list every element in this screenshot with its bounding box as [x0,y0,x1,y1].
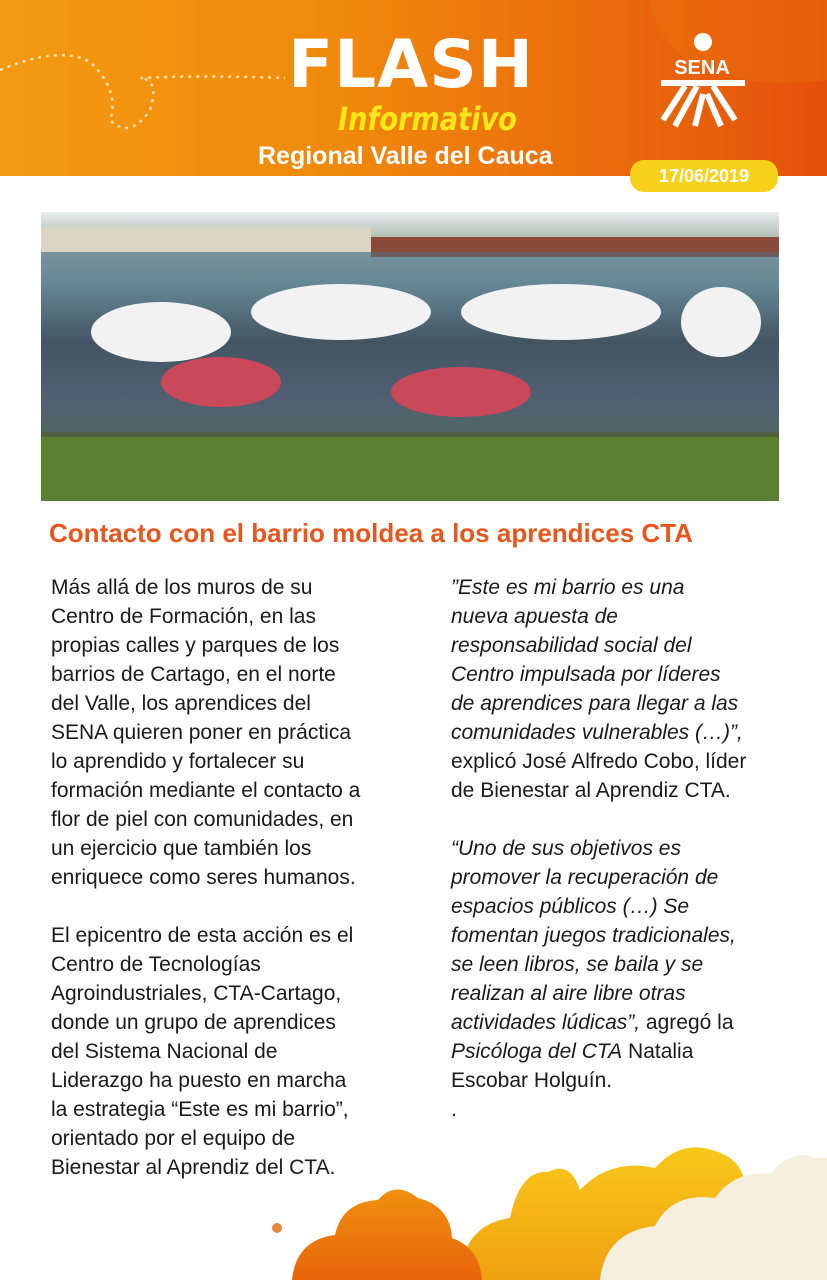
text-line: barrios de Cartago, en el norte [51,663,336,686]
quote-line: ”Este es mi barrio es una [451,576,685,599]
newsletter-header [0,0,827,176]
flash-title: FLASH [288,26,534,103]
text-line: Escobar Holguín. [451,1069,613,1092]
article-right-column [451,573,811,1124]
regional-label: Regional Valle del Cauca [258,142,553,170]
quote-line: comunidades vulnerables (…)”, [451,721,743,744]
text-line: del Valle, los aprendices del [51,692,311,715]
group-photo [41,212,779,501]
quote-line: “Uno de sus objetivos es [451,837,681,860]
text-line: Liderazgo ha puesto en marcha [51,1069,347,1092]
quote-line: promover la recuperación de [451,866,719,889]
group-photo-illustration [41,212,779,501]
mixed-line [451,1008,811,1037]
quote-line: nueva apuesta de [451,605,618,628]
text-line: Agroindustriales, CTA-Cartago, [51,982,342,1005]
mixed-line [451,1037,811,1066]
text-line: la estrategia “Este es mi barrio”, [51,1098,349,1121]
text-line: Más allá de los muros de su [51,576,313,599]
text-line: orientado por el equipo de [51,1127,296,1150]
quote-fragment: actividades lúdicas”, [451,1011,641,1034]
text-line: un ejercicio que también los [51,837,312,860]
sena-logo-text: SENA [674,57,730,79]
quote-line: espacios públicos (…) Se [451,895,690,918]
text-line: Centro de Tecnologías [51,953,261,976]
text-line: flor de piel con comunidades, en [51,808,354,831]
text-line: Centro de Formación, en las [51,605,316,628]
informativo-subtitle: Informativo [338,100,517,138]
date-badge: 17/06/2019 [630,160,778,192]
quote-line: responsabilidad social del [451,634,692,657]
text-line: enriquece como seres humanos. [51,866,356,889]
cloud-decoration [0,1140,827,1280]
quote-line: fomentan juegos tradicionales, [451,924,736,947]
quote-line: se leen libros, se baila y se [451,953,704,976]
text-line: donde un grupo de aprendices [51,1011,336,1034]
quote-line: Centro impulsada por líderes [451,663,721,686]
text-line: formación mediante el contacto a [51,779,361,802]
text-line: SENA quieren poner en práctica [51,721,352,744]
sena-logo [655,32,750,132]
text-line: de Bienestar al Aprendiz CTA. [451,779,731,802]
text-line: propias calles y parques de los [51,634,340,657]
text-line: explicó José Alfredo Cobo, líder [451,750,747,773]
article-title: Contacto con el barrio moldea a los aprendices CTA [49,518,693,548]
article-left-column [51,573,421,1182]
text-line: Bienestar al Aprendiz del CTA. [51,1156,336,1179]
text-line: lo aprendido y fortalecer su [51,750,305,773]
quote-fragment: Psicóloga del CTA [451,1040,623,1063]
text-fragment: Natalia [622,1040,694,1063]
text-fragment: agregó la [640,1011,734,1034]
quote-line: realizan al aire libre otras [451,982,686,1005]
trailing-dot: . [451,1098,457,1121]
quote-line: de aprendices para llegar a las [451,692,739,715]
text-line: del Sistema Nacional de [51,1040,278,1063]
text-line: El epicentro de esta acción es el [51,924,354,947]
